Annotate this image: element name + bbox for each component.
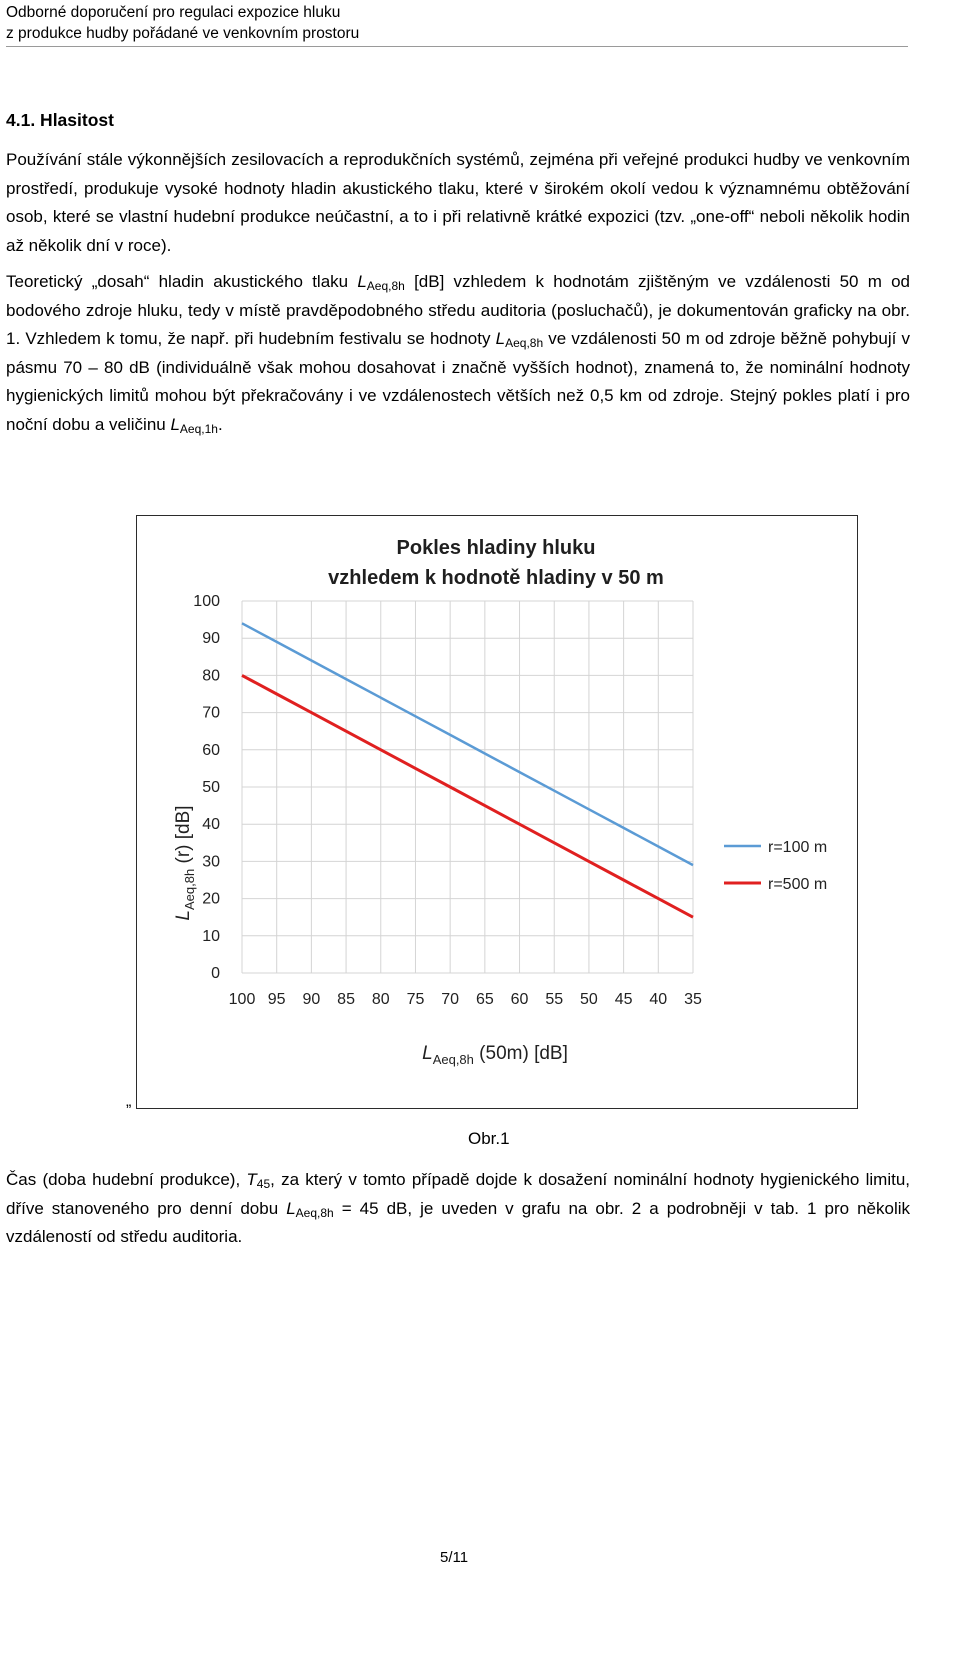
y-tick-label-20: 20 [202, 890, 220, 908]
x-axis-label: $L_{Aeq,8h}$ (50m) [dB] [422, 1043, 568, 1067]
paragraph-2 [6, 268, 910, 440]
x-tick-label-95: 95 [267, 991, 286, 1008]
x-tick-label-45: 45 [614, 991, 633, 1008]
x-tick-label-40: 40 [649, 991, 668, 1008]
y-tick-label-80: 80 [202, 667, 220, 685]
legend-label-2: r=500 m [768, 876, 828, 893]
series-line-1 [242, 623, 693, 865]
x-tick-label-60: 60 [510, 991, 529, 1008]
y-tick-label-50: 50 [202, 779, 220, 796]
symbol-L: L [357, 272, 367, 291]
subscript-aeq8h: Aeq,8h [366, 279, 405, 293]
running-header-line-2: z produkce hudby pořádané ve venkovním prostoru [6, 25, 360, 42]
chart-title-line-2: vzhledem k hodnotě hladiny v 50 m [328, 567, 664, 589]
x-tick-label-100: 100 [228, 991, 256, 1008]
symbol-L: L [495, 329, 506, 349]
header-divider [6, 46, 908, 47]
paragraph-2-text-3: ve vzdálenosti 50 m od zdroje běžně pohybují v pásmu 70 – 80 dB (individuálně však mohou dosahovat i značně vyšších hodnot), znamená to, že nominální hodnoty hygienických limitů mohou být překračovány i ve vzdálenostech větších než 0,5 km od zdroje. Stejný pokles platí i pro noční dobu a veličinu [6, 329, 910, 434]
paragraph-3-text-1: Čas (doba hudební produkce), [6, 1170, 247, 1189]
symbol-L: L [286, 1198, 296, 1218]
x-tick-label-75: 75 [406, 991, 425, 1008]
line-chart [137, 516, 857, 1108]
y-tick-label-10: 10 [202, 927, 220, 945]
subscript-aeq1h: Aeq,1h [179, 421, 218, 436]
series-line-2 [242, 675, 693, 917]
x-tick-label-70: 70 [441, 991, 460, 1008]
x-tick-label-85: 85 [337, 991, 355, 1008]
y-tick-label-70: 70 [202, 704, 220, 722]
subscript-45: 45 [256, 1177, 271, 1191]
paragraph-2-text-2: [dB] vzhledem k hodnotám zjištěným ve vzdálenosti 50 m od bodového zdroje hluku, tedy v místě pravděpodobného středu auditoria (posluchačů), je dokumentován graficky na obr. 1. Vzhledem k tomu, že např. při hudebním festivalu se hodnoty [6, 272, 910, 349]
paragraph-3 [6, 1166, 910, 1252]
x-tick-label-90: 90 [302, 991, 321, 1008]
figure-chart-frame [136, 515, 858, 1109]
chart-title-line-1: Pokles hladiny hluku [396, 537, 596, 559]
figure-quote-mark: „ [126, 1093, 132, 1110]
x-tick-label-55: 55 [545, 991, 564, 1008]
running-header [6, 2, 359, 44]
symbol-T: T [246, 1170, 257, 1189]
y-tick-label-0: 0 [211, 965, 220, 982]
running-header-line-1: Odborné doporučení pro regulaci expozice hluku [6, 4, 341, 21]
paragraph-2-text-1: Teoretický „dosah“ hladin akustického tlaku [6, 272, 358, 291]
x-tick-label-80: 80 [371, 991, 390, 1008]
paragraph-2-text-4: . [217, 414, 223, 434]
y-tick-label-90: 90 [202, 630, 220, 648]
x-tick-label-50: 50 [580, 991, 598, 1008]
paragraph-3-text-3: = 45 dB, je uveden v grafu na obr. 2 a podrobněji v tab. 1 pro několik vzdáleností od středu auditoria. [6, 1198, 910, 1247]
paragraph-3-text-2: , za který v tomto případě dojde k dosažení nominální hodnoty hygienického limitu, dříve stanoveného pro denní dobu [6, 1170, 911, 1218]
x-tick-label-35: 35 [684, 991, 702, 1008]
subscript-aeq8h: Aeq,8h [295, 1205, 334, 1220]
y-tick-label-30: 30 [202, 853, 220, 871]
y-tick-label-60: 60 [202, 741, 220, 759]
y-axis-label: $L_{Aeq,8h}$ (r) [dB] [173, 805, 197, 921]
figure-caption: Obr.1 [468, 1129, 510, 1148]
section-title: 4.1. Hlasitost [6, 110, 114, 130]
x-tick-label-65: 65 [475, 991, 494, 1008]
symbol-L: L [170, 414, 180, 434]
subscript-aeq8h: Aeq,8h [505, 336, 544, 351]
y-tick-label-100: 100 [193, 593, 220, 610]
y-tick-label-40: 40 [202, 816, 220, 834]
paragraph-1: Používání stále výkonnějších zesilovacích a reprodukčních systémů, zejména při veřejné produkci hudby ve venkovním prostředí, produkuje vysoké hodnoty hladin akustického tlaku, které v širokém okolí vedou k významnému obtěžování osob, které se vlastní hudební produkce neúčastní, a to i při relativně krátké expozici (tzv. „one-off“ neboli několik hodin až několik dní v roce). [6, 150, 910, 255]
legend-label-1: r=100 m [768, 839, 828, 856]
page-number: 5/11 [440, 1549, 469, 1566]
